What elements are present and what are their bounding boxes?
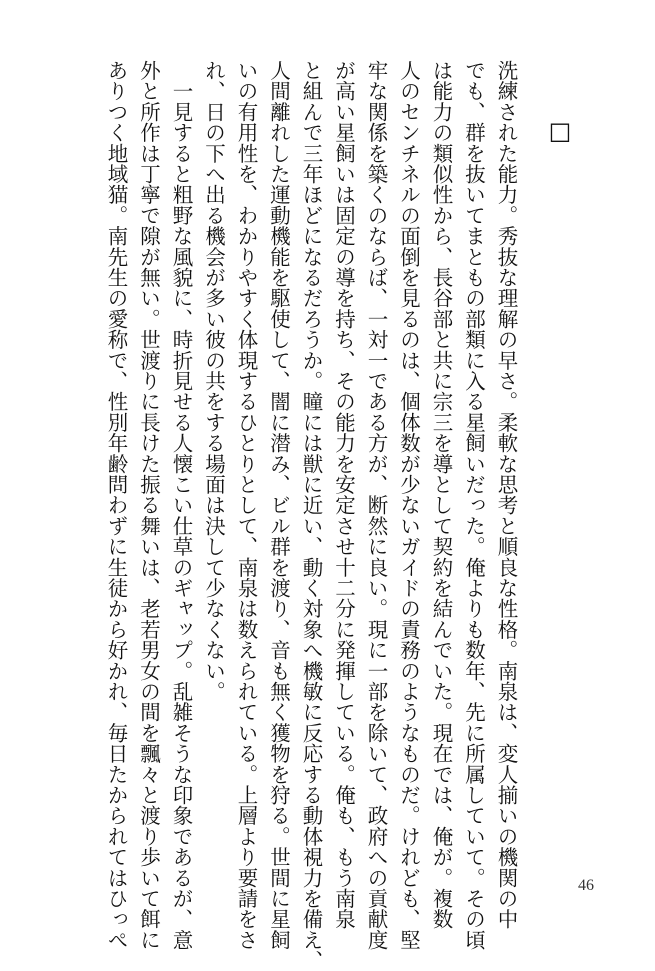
text-line: は能力の類似性から、長谷部と共に宗三を導として契約を結んでいた。現在では、俺が。複数 (429, 60, 453, 930)
text-line: 洗練された能力。秀抜な理解の早さ。柔軟な思考と順良な性格。南泉は、変人揃いの機関の中 (494, 60, 518, 930)
section-mark: □ (548, 117, 572, 145)
text-line: 牢な関係を築くのならば、一対一である方が、断然に良い。現に一部を除いて、政府への貢献度 (364, 60, 388, 951)
text-line: れ、日の下へ出る機会が多い彼の共をする場面は決して少なくない。 (201, 60, 226, 702)
text-line: 人間離れした運動機能を駆使して、闇に潜み、ビル群を渡り、音も無く獲物を狩る。世間に星飼 (266, 60, 291, 951)
text-line: が高い星飼いは固定の導を持ち、その能力を安定させ十二分に発揮している。俺も、もう南泉 (331, 60, 356, 930)
text-line: と組んで三年ほどになるだろうか。瞳には獣に近い、動く対象へ機敏に反応する動体視力を備え、 (299, 60, 323, 971)
body-text (92, 60, 522, 971)
page-number: 46 (578, 877, 594, 894)
text-line: でも、群を抜いてまともの部類に入る星飼いだった。俺よりも数年、先に所属していて。その頃 (461, 60, 486, 951)
text-line: 外と所作は丁寧で隙が無い。世渡りに長けた振る舞いは、老若男女の間を飄々と渡り歩いて餌に (136, 60, 161, 951)
text-line: 人のセンチネルの面倒を見るのは、個体数が少ないガイドの責務のようなものだ。けれども、堅 (396, 60, 421, 951)
text-line: ありつく地域猫。南先生の愛称で、性別年齢問わずに生徒から好かれ、毎日たかられてはひっぺ (104, 60, 128, 951)
text-line: いの有用性を、わかりやすく体現するひとりとして、南泉は数えられている。上層より要請をさ (234, 60, 258, 951)
text-line: 一見すると粗野な風貌に、時折見せる人懐こい仕草のギャップ。乱雑そうな印象であるが、意 (169, 60, 193, 951)
